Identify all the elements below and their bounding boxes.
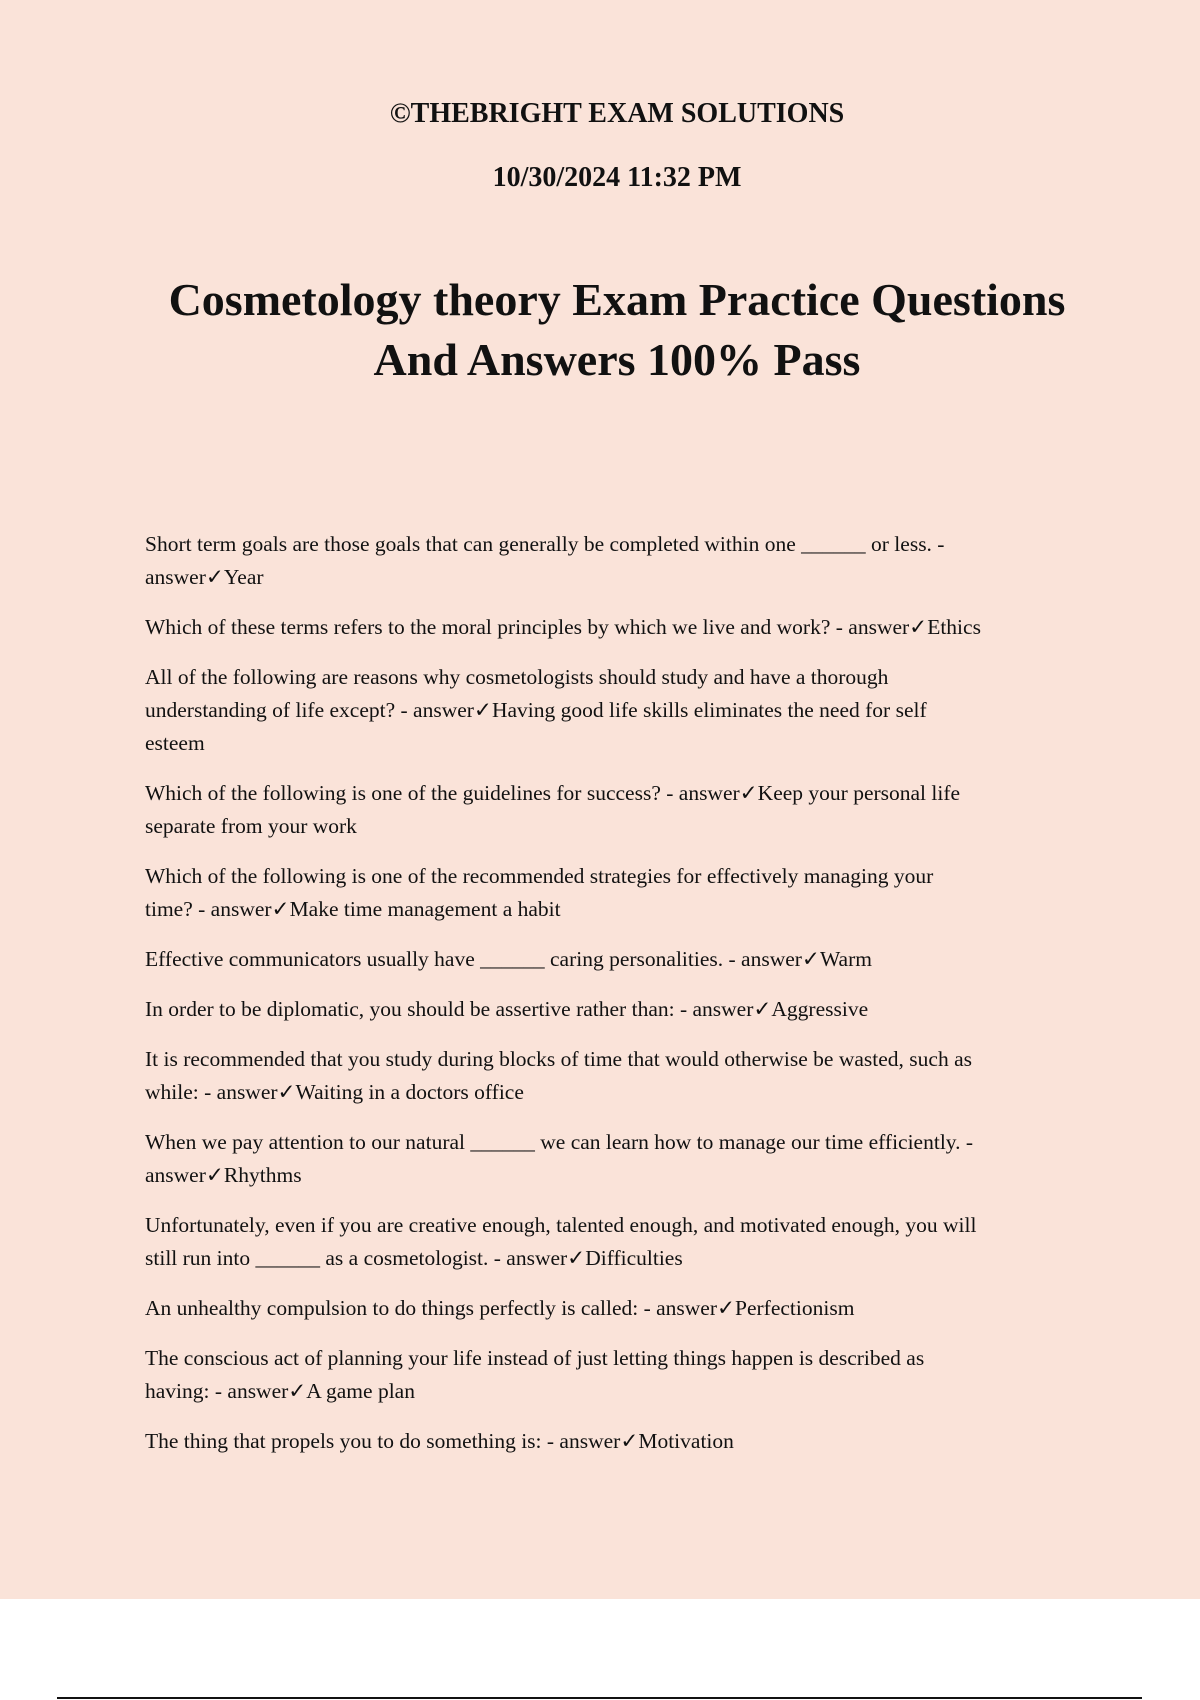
question-line: separate from your work	[145, 814, 357, 838]
question-line: having: - answer✓A game plan	[145, 1379, 415, 1403]
question-line: Which of the following is one of the guidelines for success? - answer✓Keep your personal life	[145, 781, 961, 805]
date-header: 10/30/2024 11:32 PM	[492, 162, 742, 193]
question-line: It is recommended that you study during blocks of time that would otherwise be wasted, such as	[145, 1047, 972, 1071]
question-line: The thing that propels you to do something is: - answer✓Motivation	[145, 1429, 734, 1453]
question-item	[145, 1292, 1105, 1325]
question-line: The conscious act of planning your life instead of just letting things happen is described as	[145, 1346, 925, 1370]
question-line: An unhealthy compulsion to do things perfectly is called: - answer✓Perfectionism	[145, 1296, 855, 1320]
question-line: When we pay attention to our natural ______ we can learn how to manage our time efficiently. -	[145, 1130, 974, 1154]
question-item	[145, 777, 1105, 843]
question-line: while: - answer✓Waiting in a doctors office	[145, 1080, 524, 1104]
question-line: Which of these terms refers to the moral principles by which we live and work? - answer✓Ethics	[145, 615, 981, 639]
question-item	[145, 1425, 1105, 1458]
question-line: time? - answer✓Make time management a habit	[145, 897, 561, 921]
question-item	[145, 1342, 1105, 1408]
title-line-2: And Answers 100% Pass	[373, 334, 861, 385]
question-item	[145, 661, 1105, 760]
question-item	[145, 1126, 1105, 1192]
question-item	[145, 611, 1105, 644]
question-line: Short term goals are those goals that can generally be completed within one ______ or less. -	[145, 532, 945, 556]
question-item	[145, 528, 1105, 594]
question-line: esteem	[145, 731, 205, 755]
question-line: Which of the following is one of the recommended strategies for effectively managing your	[145, 864, 934, 888]
question-line: still run into ______ as a cosmetologist. - answer✓Difficulties	[145, 1246, 683, 1270]
question-item	[145, 860, 1105, 926]
question-item	[145, 993, 1105, 1026]
divider	[57, 1697, 1142, 1699]
question-item	[145, 1043, 1105, 1109]
question-line: In order to be diplomatic, you should be assertive rather than: - answer✓Aggressive	[145, 997, 869, 1021]
title-line-1: Cosmetology theory Exam Practice Questions	[168, 274, 1066, 325]
question-line: answer✓Rhythms	[145, 1163, 302, 1187]
page-title	[0, 270, 1200, 390]
question-list	[145, 528, 1105, 1475]
question-item	[145, 943, 1105, 976]
question-line: All of the following are reasons why cosmetologists should study and have a thorough	[145, 665, 889, 689]
question-line: Effective communicators usually have ______ caring personalities. - answer✓Warm	[145, 947, 872, 971]
question-line: understanding of life except? - answer✓Having good life skills eliminates the need for self	[145, 698, 927, 722]
question-line: answer✓Year	[145, 565, 264, 589]
org-header: ©THEBRIGHT EXAM SOLUTIONS	[389, 98, 845, 129]
question-item	[145, 1209, 1105, 1275]
question-line: Unfortunately, even if you are creative enough, talented enough, and motivated enough, you will	[145, 1213, 977, 1237]
